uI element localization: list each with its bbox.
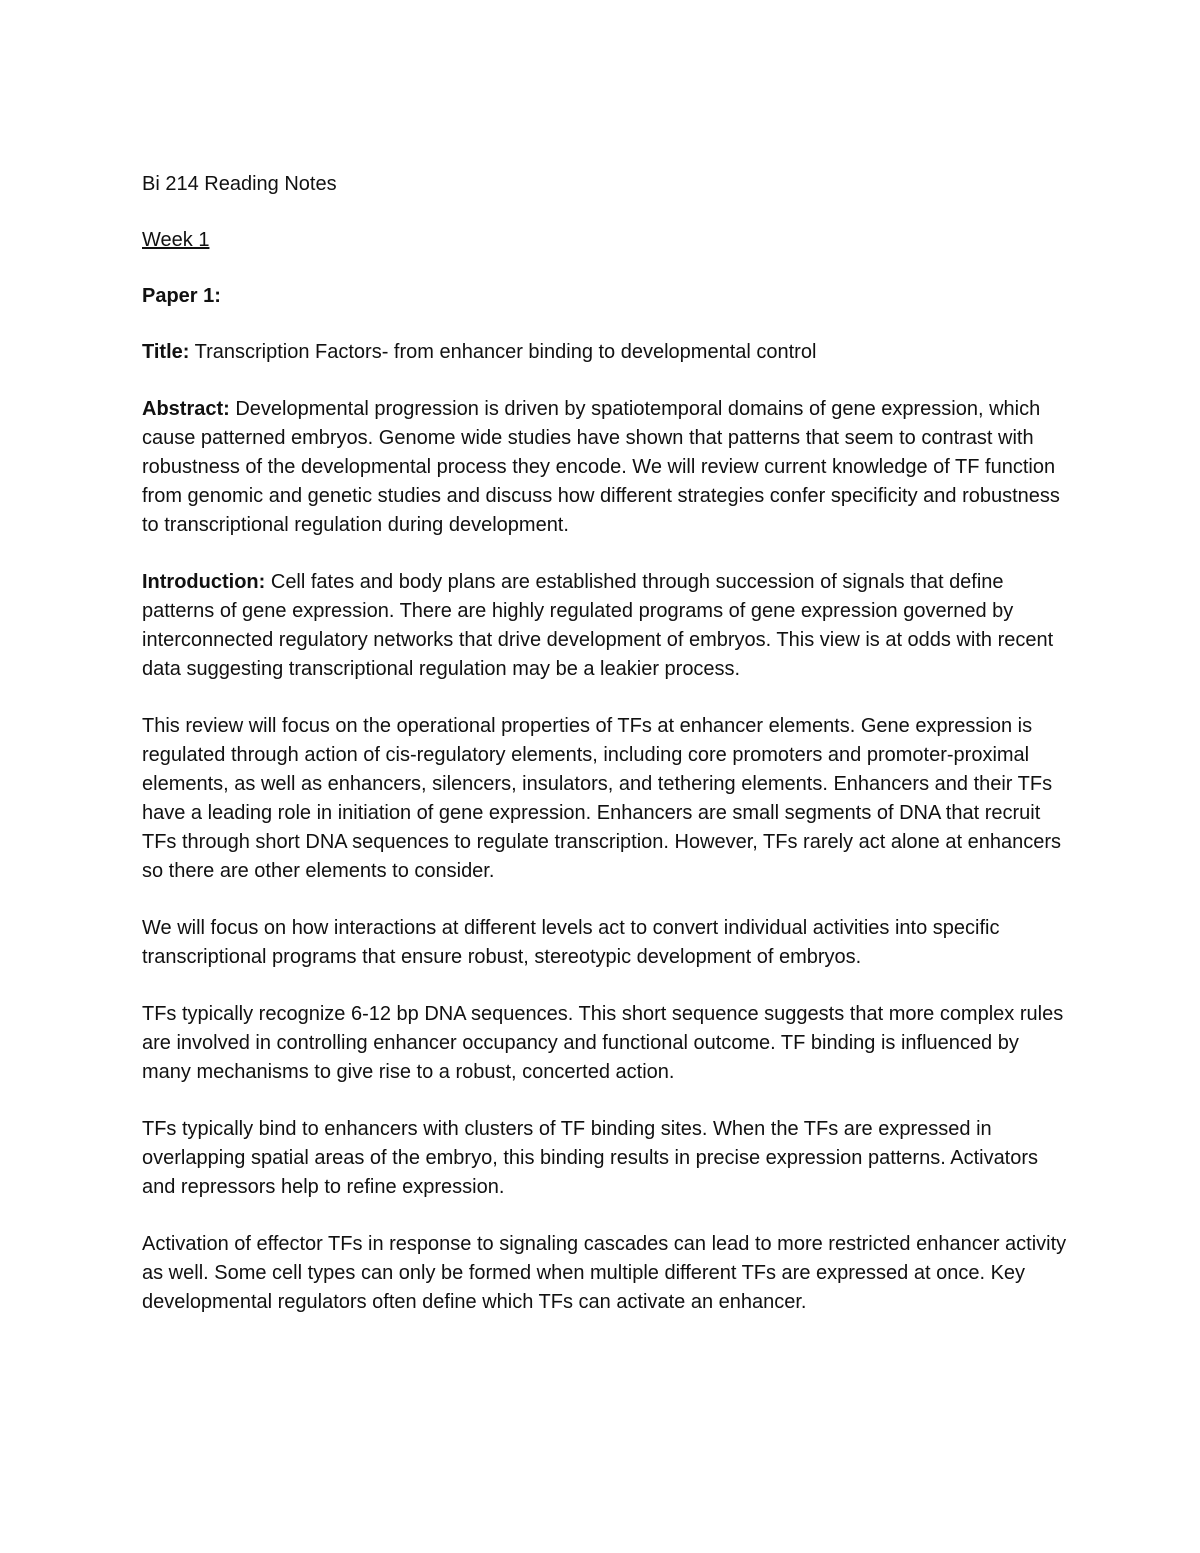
title-label: Title: [142,341,190,363]
title-text: Transcription Factors- from enhancer binding to developmental control [189,341,817,363]
body-paragraph: TFs typically bind to enhancers with clusters of TF binding sites. When the TFs are expressed in overlapping spatial areas of the embryo, this binding results in precise expression patterns. Activators and repressors help to refine expression. [142,1118,1039,1198]
paper-heading: Paper 1: [142,285,221,307]
title-section [142,338,1067,367]
week-heading: Week 1 [142,229,210,251]
body-paragraph: TFs typically recognize 6-12 bp DNA sequences. This short sequence suggests that more complex rules are involved in controlling enhancer occupancy and functional outcome. TF binding is influenced by many mechanisms to give rise to a robust, concerted action. [142,1003,1064,1083]
abstract-label: Abstract: [142,398,230,420]
introduction-section [142,568,1067,684]
document-title: Bi 214 Reading Notes [142,173,337,195]
introduction-text: Cell fates and body plans are established through succession of signals that define patterns of gene expression. There are highly regulated programs of gene expression governed by interconnected regulatory networks that drive development of embryos. This view is at odds with recent data suggesting transcriptional regulation may be a leakier process. [142,571,1054,680]
body-paragraph: We will focus on how interactions at different levels act to convert individual activities into specific transcriptional programs that ensure robust, stereotypic development of embryos. [142,917,1000,968]
abstract-section [142,395,1067,540]
body-paragraph: Activation of effector TFs in response to signaling cascades can lead to more restricted enhancer activity as well. Some cell types can only be formed when multiple different TFs are expressed at once. Key developmental regulators often define which TFs can activate an enhancer. [142,1233,1067,1313]
introduction-label: Introduction: [142,571,266,593]
document-page [142,170,1067,1345]
body-paragraph: This review will focus on the operational properties of TFs at enhancer elements. Gene expression is regulated through action of cis-regulatory elements, including core promoters and promoter-proximal elements, as well as enhancers, silencers, insulators, and tethering elements. Enhancers and their TFs have a leading role in initiation of gene expression. Enhancers are small segments of DNA that recruit TFs through short DNA sequences to regulate transcription. However, TFs rarely act alone at enhancers so there are other elements to consider. [142,715,1061,882]
abstract-text: Developmental progression is driven by spatiotemporal domains of gene expression, which cause patterned embryos. Genome wide studies have shown that patterns that seem to contrast with robustness of the developmental process they encode. We will review current knowledge of TF function from genomic and genetic studies and discuss how different strategies confer specificity and robustness to transcriptional regulation during development. [142,398,1060,536]
